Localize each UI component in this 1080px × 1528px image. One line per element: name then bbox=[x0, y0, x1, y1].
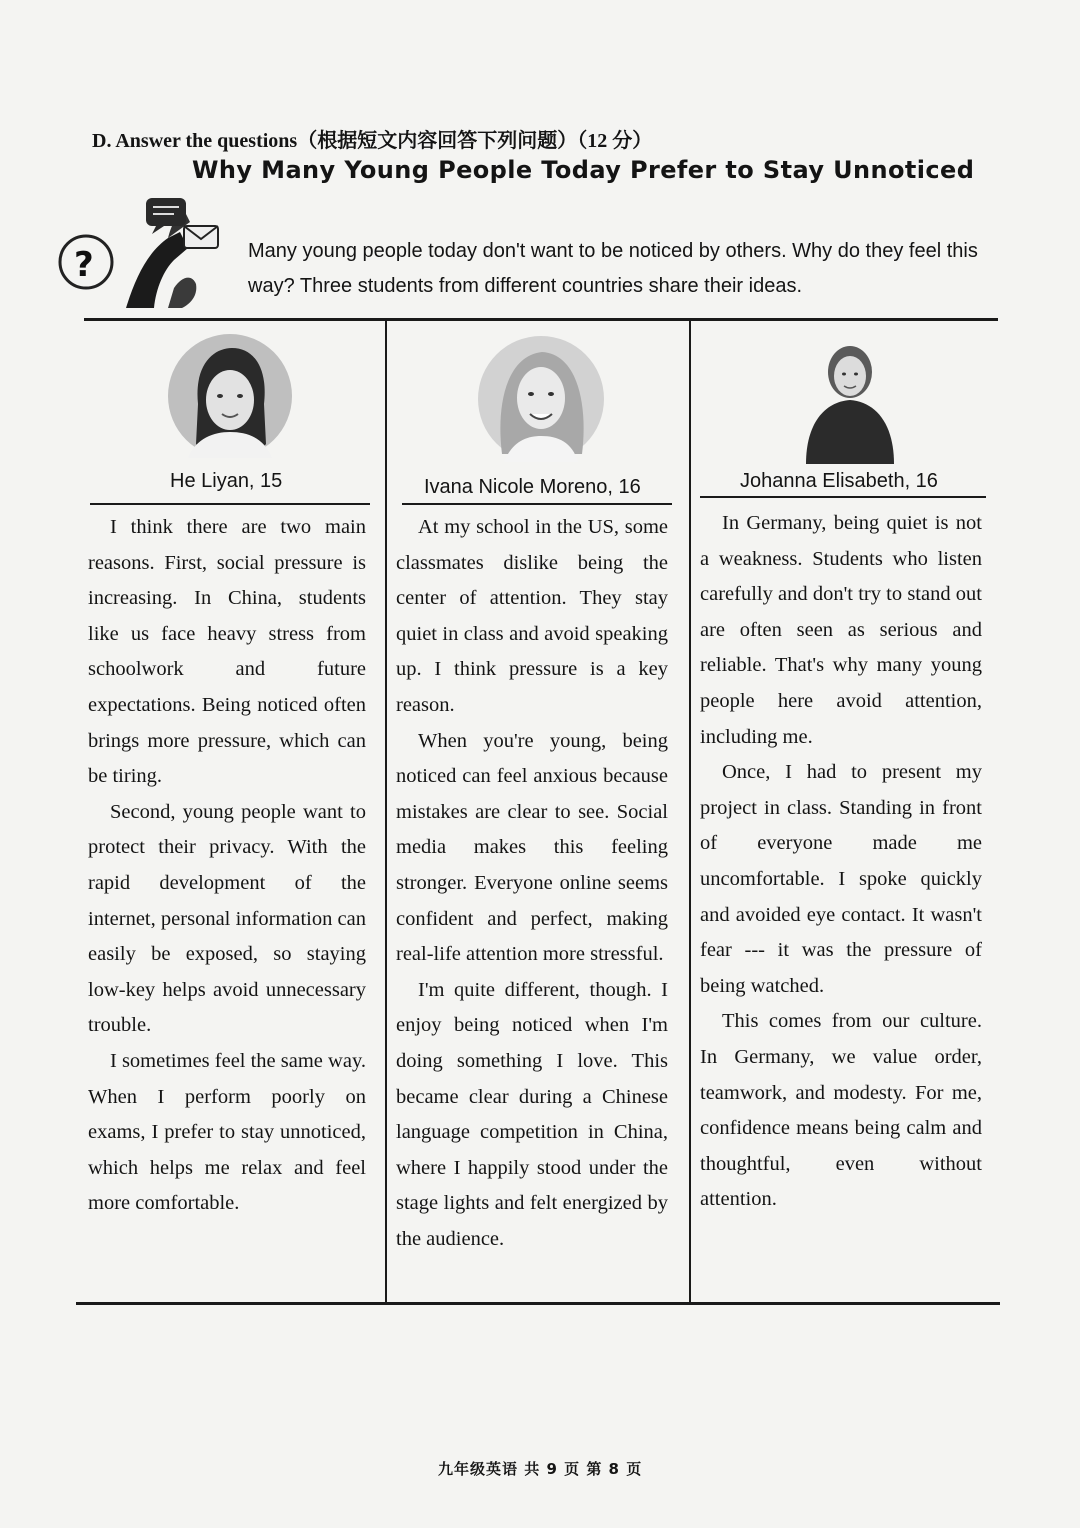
student-text-johanna bbox=[700, 506, 982, 1218]
section-heading: D. Answer the questions（根据短文内容回答下列问题）（12 分） bbox=[92, 130, 653, 152]
student-text-ivana bbox=[396, 510, 668, 1257]
paragraph: When you're young, being noticed can feel anxious because mistakes are clear to see. Social media makes this feeling stronger. Everyone online seems confident and perfect, making real-life attention more stressful. bbox=[396, 729, 668, 966]
name-underline bbox=[402, 503, 672, 505]
table-bottom-rule bbox=[76, 1302, 1000, 1305]
question-hand-illustration bbox=[56, 192, 228, 308]
student-text-he-liyan bbox=[88, 510, 366, 1222]
student-photo-ivana bbox=[478, 336, 604, 462]
intro-paragraph: Many young people today don't want to be noticed by others. Why do they feel this way? Three students from different countries share their ideas. bbox=[248, 240, 978, 297]
table-top-rule bbox=[84, 318, 998, 321]
paragraph: I'm quite different, though. I enjoy being noticed when I'm doing something I love. This became clear during a Chinese language competition in China, where I happily stood under the stage lights and felt energized by the audience. bbox=[396, 978, 668, 1250]
svg-text:?: ? bbox=[74, 245, 94, 285]
student-name: He Liyan, 15 bbox=[170, 470, 283, 492]
article-title: Why Many Young People Today Prefer to Stay Unnoticed bbox=[192, 156, 975, 184]
paragraph: This comes from our culture. In Germany, we value order, teamwork, and modesty. For me, confidence means being calm and thoughtful, even without attention. bbox=[700, 1010, 982, 1211]
student-photo-he-liyan bbox=[168, 334, 292, 458]
name-underline bbox=[90, 503, 370, 505]
page-footer: 九年级英语 共 9 页 第 8 页 bbox=[438, 1460, 643, 1478]
paragraph: I think there are two main reasons. First, social pressure is increasing. In China, students like us face heavy stress from schoolwork and future expectations. Being noticed often brings more pressure, which can be tiring. bbox=[88, 516, 366, 788]
paragraph: In Germany, being quiet is not a weakness. Students who listen carefully and don't try to stand out are often seen as serious and reliable. That's why many young people here avoid attention, including me. bbox=[700, 512, 982, 748]
paragraph: Once, I had to present my project in class. Standing in front of everyone made me uncomfortable. I spoke quickly and avoided eye contact. It wasn't fear --- it was the pressure of being watched. bbox=[700, 761, 982, 997]
name-underline bbox=[700, 496, 986, 498]
column-divider bbox=[689, 320, 691, 1302]
paragraph: Second, young people want to protect their privacy. With the rapid development of the internet, personal information can easily be exposed, so staying low-key helps avoid unnecessary trouble. bbox=[88, 800, 366, 1037]
student-photo-johanna bbox=[796, 342, 904, 464]
paragraph: I sometimes feel the same way. When I perform poorly on exams, I prefer to stay unnoticed, which helps me relax and feel more comfortable. bbox=[88, 1049, 366, 1215]
column-divider bbox=[385, 320, 387, 1302]
paragraph: At my school in the US, some classmates dislike being the center of attention. They stay quiet in class and avoid speaking up. I think pressure is a key reason. bbox=[396, 516, 668, 716]
student-name: Johanna Elisabeth, 16 bbox=[740, 470, 938, 492]
student-name: Ivana Nicole Moreno, 16 bbox=[424, 476, 641, 498]
